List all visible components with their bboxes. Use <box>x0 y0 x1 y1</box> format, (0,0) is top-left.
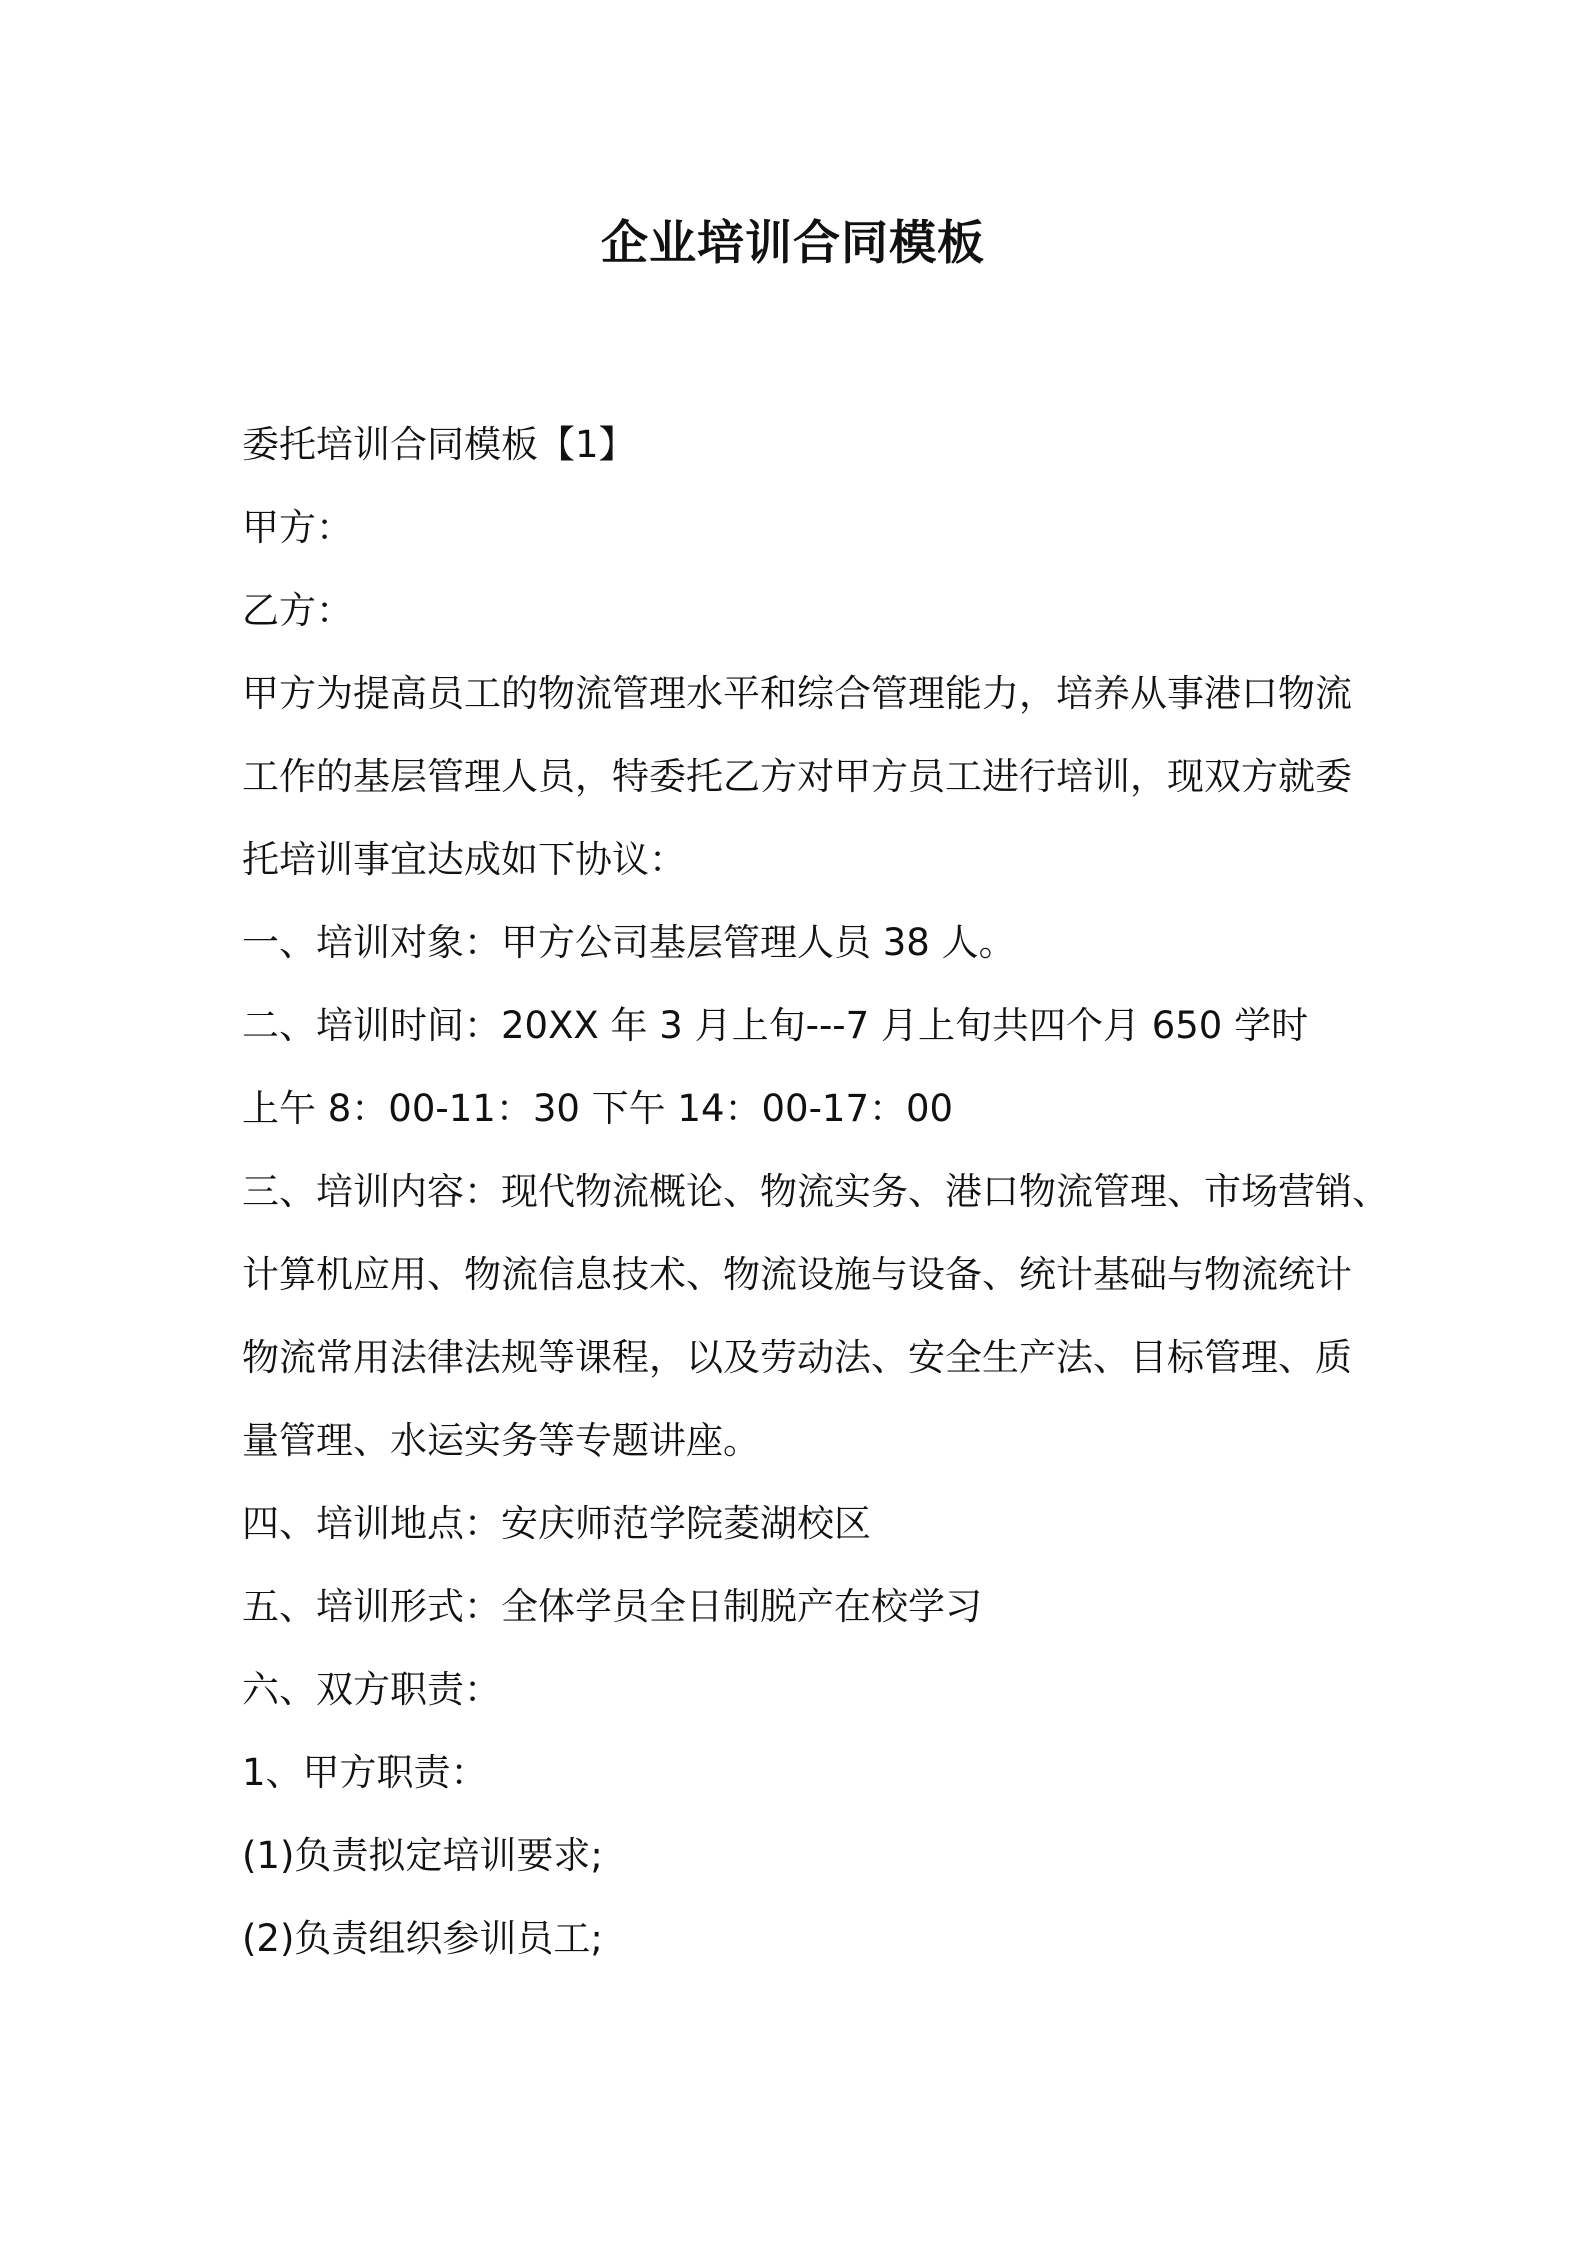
clause-line: 量管理、水运实务等专题讲座。 <box>242 1419 760 1462</box>
clause-line: 上午 8：00-11：30 下午 14：00-17：00 <box>242 1087 954 1130</box>
paragraph-line: 甲方为提高员工的物流管理水平和综合管理能力，培养从事港口物流 <box>242 672 1352 715</box>
clause-line: 五、培训形式：全体学员全日制脱产在校学习 <box>242 1585 982 1628</box>
clause-line: 计算机应用、物流信息技术、物流设施与设备、统计基础与物流统计 <box>242 1253 1352 1296</box>
document-title: 企业培训合同模板 <box>601 216 985 271</box>
clause-line: 物流常用法律法规等课程，以及劳动法、安全生产法、目标管理、质 <box>242 1336 1352 1379</box>
party-b-line: 乙方： <box>242 589 353 632</box>
clause-line: 一、培训对象：甲方公司基层管理人员 38 人。 <box>242 921 1016 964</box>
clause-line: 1、甲方职责： <box>242 1751 488 1794</box>
clause-line: 三、培训内容：现代物流概论、物流实务、港口物流管理、市场营销、 <box>242 1170 1389 1213</box>
document-body <box>242 403 1389 1980</box>
paragraph-line: 托培训事宜达成如下协议： <box>242 838 686 881</box>
clause-line: (2)负责组织参训员工; <box>242 1917 603 1960</box>
clause-line: (1)负责拟定培训要求; <box>242 1834 603 1877</box>
clause-line: 二、培训时间：20XX 年 3 月上旬---7 月上旬共四个月 650 学时 <box>242 1004 1309 1047</box>
clause-line: 六、双方职责： <box>242 1668 501 1711</box>
paragraph-line: 工作的基层管理人员，特委托乙方对甲方员工进行培训，现双方就委 <box>242 755 1352 798</box>
party-a-line: 甲方： <box>242 506 353 549</box>
subtitle-line: 委托培训合同模板【1】 <box>242 423 636 466</box>
clause-line: 四、培训地点：安庆师范学院菱湖校区 <box>242 1502 871 1545</box>
